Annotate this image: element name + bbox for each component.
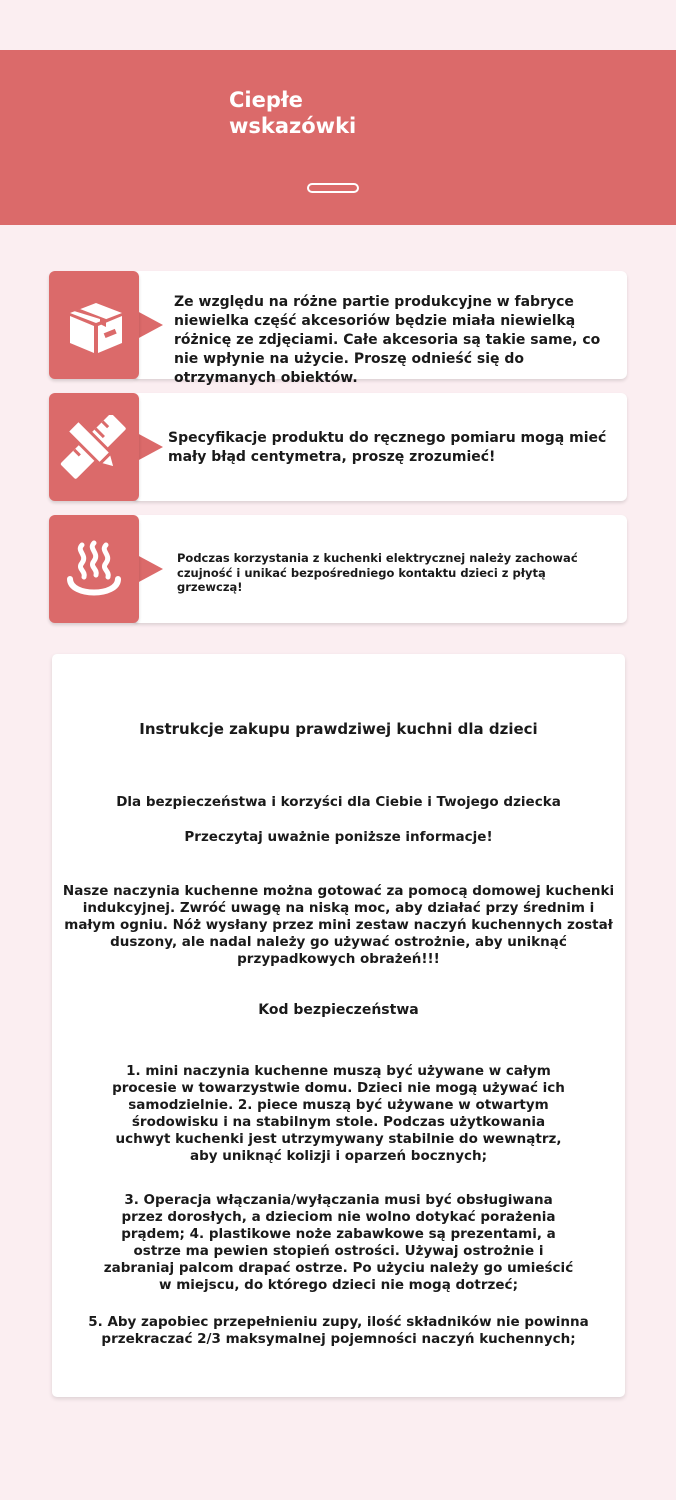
tip-card-stove-safety	[49, 515, 627, 623]
notice-subtitle: Dla bezpieczeństwa i korzyści dla Ciebie i Twojego dziecka	[116, 794, 561, 810]
tip-icon-box	[49, 271, 139, 379]
safety-code-heading: Kod bezpieczeństwa	[258, 1002, 419, 1018]
safety-item: 5. Aby zapobiec przepełnieniu zupy, ilość składników nie powinna przekraczać 2/3 maksymalnej pojemności naczyń kuchennych;	[88, 1314, 589, 1347]
notice-title: Instrukcje zakupu prawdziwej kuchni dla dzieci	[139, 720, 538, 738]
notice-read-carefully: Przeczytaj uważnie poniższe informacje!	[184, 829, 493, 845]
tip-text: Specyfikacje produktu do ręcznego pomiaru mogą mieć mały błąd centymetra, proszę zrozumieć!	[168, 430, 607, 465]
tip-card-accessories	[49, 271, 627, 386]
tip-pointer	[137, 555, 163, 583]
hot-surface-icon	[60, 537, 128, 601]
pencil-ruler-icon	[60, 415, 128, 479]
tip-text: Ze względu na różne partie produkcyjne w fabryce niewielka część akcesoriów będzie miała niewielką różnicę ze zdjęciami. Całe akcesoria są takie same, co nie wpłynie na użycie. Proszę odnieść się do otrzymanych obiektów.	[174, 294, 601, 386]
page-title: Ciepłe wskazówki	[229, 88, 357, 138]
tip-pointer	[137, 311, 163, 339]
safety-item: 3. Operacja włączania/wyłączania musi być obsługiwana przez dorosłych, a dzieciom nie wolno dotykać porażenia prądem; 4. plastikowe noże zabawkowe są prezentami, a ostrze ma pewien stopień ostrości. Używaj ostrożnie i zabraniaj palcom drapać ostrze. Po użyciu należy go umieścić w miejscu, do którego dzieci nie mogą dotrzeć;	[103, 1192, 574, 1293]
purchase-instructions-card	[52, 654, 625, 1397]
tip-text: Podczas korzystania z kuchenki elektrycznej należy zachować czujność i unikać bezpośredniego kontaktu dzieci z płytą grzewczą!	[177, 551, 578, 594]
tip-card-measurement	[49, 393, 627, 501]
tip-icon-box	[49, 393, 139, 501]
package-box-icon	[60, 293, 128, 357]
tip-pointer	[137, 433, 163, 461]
notice-intro: Nasze naczynia kuchenne można gotować za pomocą domowej kuchenki indukcyjnej. Zwróć uwagę na niską moc, aby działać przy średnim i małym ogniu. Nóż wysłany przez mini zestaw naczyń kuchennych został duszony, ale nadal należy go używać ostrożnie, aby uniknąć przypadkowych obrażeń!!!	[62, 883, 615, 967]
tip-icon-box	[49, 515, 139, 623]
title-underline-decoration	[307, 183, 359, 193]
safety-item: 1. mini naczynia kuchenne muszą być używane w całym procesie w towarzystwie domu. Dzieci nie mogą używać ich samodzielnie. 2. piece muszą być używane w otwartym środowisku i na stabilnym stole. Podczas użytkowania uchwyt kuchenki jest utrzymywany stabilnie do wewnątrz, aby uniknąć kolizji i oparzeń bocznych;	[112, 1063, 565, 1164]
